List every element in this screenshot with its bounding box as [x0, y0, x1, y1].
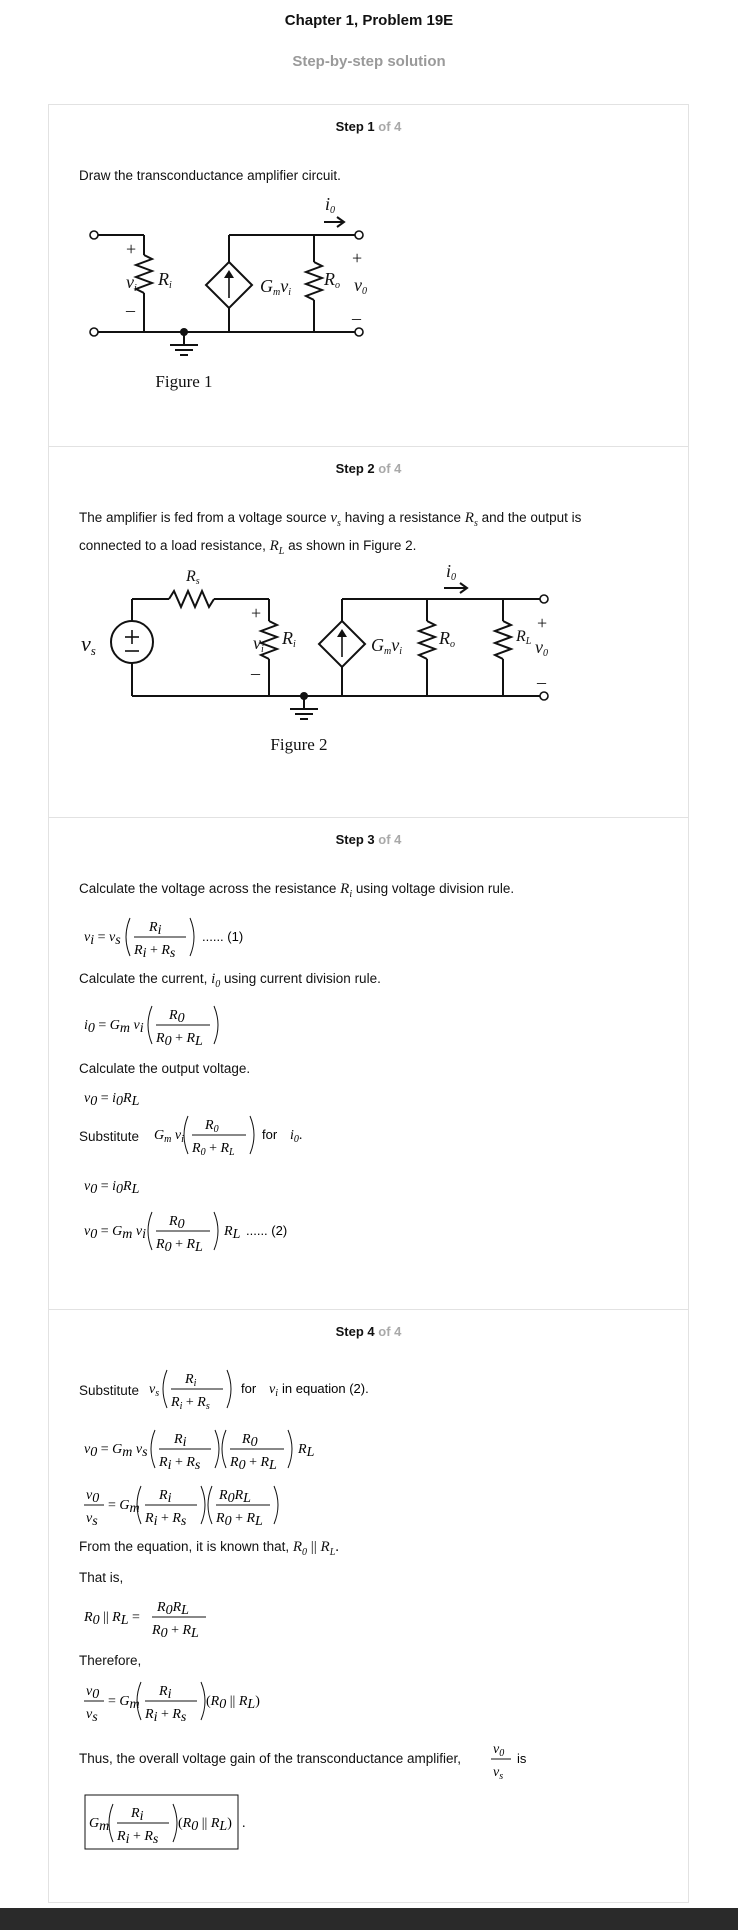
step-4-text-2: From the equation, it is known that, $R_0$ || $R_L$. — [79, 1539, 340, 1558]
step-4-text-5: Thus, the overall voltage gain of the transconductance amplifier, — [79, 1751, 461, 1766]
svg-text:Ri: Ri — [131, 1806, 144, 1824]
step-4-panel — [48, 1310, 689, 1903]
svg-text:R0 + RL: R0 + RL — [152, 1623, 199, 1641]
svg-text:–: – — [537, 672, 546, 692]
svg-text:R0 + RL: R0 + RL — [156, 1031, 203, 1049]
step-3-text-1: Calculate the voltage across the resistance $R_i$ using voltage division rule. — [79, 881, 515, 900]
step-2-panel — [48, 447, 689, 818]
svg-text:vs: vs — [86, 1707, 98, 1725]
svg-text:v0 = i0RL: v0 = i0RL — [84, 1091, 140, 1109]
equation-8 — [84, 1590, 224, 1644]
step-1-heading: Step 1 of 4 — [335, 119, 402, 134]
step-2-heading: Step 2 of 4 — [335, 461, 402, 476]
svg-text:(R0 || RL): (R0 || RL) — [206, 1694, 260, 1712]
figure-1-circuit — [74, 190, 404, 400]
substitute-expression-2 — [149, 1362, 369, 1416]
svg-text:+: + — [251, 603, 262, 623]
step-3-text-3: Calculate the output voltage. — [79, 1061, 251, 1076]
svg-text:Ri: Ri — [159, 1488, 172, 1506]
svg-text:R0: $R_0$ — [205, 1118, 219, 1135]
svg-text:R0RL: R0RL — [219, 1488, 251, 1506]
svg-text:for: for — [262, 1127, 278, 1142]
svg-text:i0.: $i_0$. — [290, 1128, 303, 1145]
svg-text:Ro: Ro — [439, 628, 455, 650]
svg-text:Rs: Rs — [186, 568, 200, 587]
svg-text:Ri: Ri — [159, 1684, 172, 1702]
equation-4 — [84, 1170, 184, 1198]
svg-text:R0 + RL: R0 + RL — [156, 1237, 203, 1255]
svg-text:R0: R0 — [169, 1214, 185, 1232]
svg-text:v0: $v_0$ — [493, 1742, 505, 1759]
svg-text:= Gm: = Gm — [108, 1498, 140, 1516]
svg-text:Ri + Rs: Ri + Rs — [145, 1511, 187, 1529]
svg-text:...... (2): ...... (2) — [246, 1223, 288, 1238]
svg-text:i0: i0 — [446, 561, 457, 583]
step-3-text-2: Calculate the current, $i_0$ using current division rule. — [79, 971, 381, 990]
svg-text:i0 = Gm vi: i0 = Gm vi — [84, 1018, 144, 1036]
svg-text:.: . — [242, 1816, 246, 1831]
step-1-text: Draw the transconductance amplifier circuit. — [79, 168, 341, 183]
svg-text:Ri: Ri — [282, 628, 296, 650]
svg-text:Ri + Rs: Ri + Rs — [145, 1707, 187, 1725]
svg-text:Gm vi: $G_m$ $v_i$ — [154, 1128, 184, 1145]
svg-text:Ri: $R_i$ — [185, 1372, 197, 1389]
step-4-text-3: That is, — [79, 1570, 124, 1585]
footer-bar — [0, 1908, 738, 1930]
gain-fraction — [489, 1735, 549, 1783]
equation-7 — [84, 1478, 314, 1532]
svg-text:+: + — [537, 613, 548, 633]
page-subtitle: Step-by-step solution — [292, 53, 446, 70]
svg-text:vi: $v_i$ — [269, 1382, 278, 1399]
figure-2-circuit — [79, 559, 619, 769]
svg-text:v0: v0 — [86, 1684, 100, 1702]
svg-text:vs: vs — [86, 1511, 98, 1529]
equation-6 — [84, 1422, 344, 1476]
svg-text:RL: RL — [298, 1442, 315, 1460]
svg-text:vi = vs: vi = vs — [84, 930, 121, 948]
equation-2 — [84, 998, 284, 1052]
final-answer-box — [84, 1794, 284, 1852]
svg-text:vi: vi — [126, 272, 137, 294]
substitute-expression-1 — [154, 1108, 329, 1162]
svg-text:vs: $v_s$ — [149, 1382, 160, 1399]
svg-text:Ri + Rs: Ri + Rs — [159, 1455, 201, 1473]
svg-text:Ri: Ri — [158, 269, 172, 291]
svg-text:R0RL: R0RL — [157, 1600, 189, 1618]
svg-text:R0 + RL: R0 + RL — [216, 1511, 263, 1529]
svg-text:vs: $v_s$ — [493, 1765, 504, 1782]
svg-text:(R0 || RL): (R0 || RL) — [178, 1816, 232, 1834]
svg-text:Ri + Rs: $R_i + R_s$ — [171, 1395, 210, 1412]
svg-text:RL: RL — [224, 1224, 241, 1242]
svg-text:–: – — [251, 663, 260, 683]
equation-1 — [84, 910, 284, 964]
svg-text:Gmvi: Gmvi — [371, 635, 403, 657]
step-3-panel — [48, 818, 689, 1310]
figure-2-caption: Figure 2 — [270, 735, 328, 754]
step-4-text-1: Substitute — [79, 1383, 140, 1398]
svg-text:vs: vs — [81, 631, 96, 658]
svg-text:R0 + RL: R0 + RL — [230, 1455, 277, 1473]
equation-9 — [84, 1674, 314, 1728]
svg-text:+: + — [126, 239, 137, 259]
svg-text:vi: vi — [253, 633, 264, 655]
svg-text:Ri + Rs: Ri + Rs — [117, 1829, 159, 1847]
step-4-text-4: Therefore, — [79, 1653, 142, 1668]
svg-text:Ri + Rs: Ri + Rs — [134, 943, 176, 961]
svg-text:–: – — [126, 300, 135, 320]
svg-text:–: – — [352, 308, 361, 328]
svg-text:v0: v0 — [86, 1488, 100, 1506]
equation-5 — [84, 1204, 344, 1258]
step-3-heading: Step 3 of 4 — [335, 832, 402, 847]
svg-text:R0: R0 — [242, 1432, 258, 1450]
step-1-panel — [48, 104, 689, 447]
svg-text:in equation (2).: in equation (2). — [282, 1381, 369, 1396]
svg-text:Gm: Gm — [89, 1816, 110, 1834]
step-4-heading: Step 4 of 4 — [335, 1324, 402, 1339]
svg-text:v0 = Gm vi: v0 = Gm vi — [84, 1224, 146, 1242]
svg-text:v0 = Gm vs: v0 = Gm vs — [84, 1442, 148, 1460]
svg-text:v0 = i0RL: v0 = i0RL — [84, 1179, 140, 1197]
svg-text:is: is — [517, 1751, 527, 1766]
svg-text:v0: v0 — [354, 275, 367, 297]
step-2-text: The amplifier is fed from a voltage source $v_s$ having a resistance $R_s$ and the output is connected to a load resistance, $R_L$ as shown in Figure 2. — [79, 510, 582, 557]
svg-text:+: + — [352, 248, 363, 268]
svg-text:R0: R0 — [169, 1008, 185, 1026]
step-3-text-4: Substitute — [79, 1129, 140, 1144]
page-title: Chapter 1, Problem 19E — [284, 12, 454, 29]
equation-3 — [84, 1082, 184, 1110]
svg-text:...... (1): ...... (1) — [202, 929, 244, 944]
svg-text:for: for — [241, 1381, 257, 1396]
svg-text:Ro: Ro — [324, 269, 340, 291]
figure-1-caption: Figure 1 — [155, 372, 213, 391]
svg-text:R0 + RL: $R_0 + R_L$ — [192, 1141, 235, 1158]
svg-text:Ri: Ri — [149, 920, 162, 938]
svg-text:= Gm: = Gm — [108, 1694, 140, 1712]
svg-text:Gmvi: Gmvi — [260, 276, 292, 298]
svg-text:i0: i0 — [325, 194, 336, 216]
svg-text:RL: RL — [516, 628, 532, 647]
svg-text:Ri: Ri — [174, 1432, 187, 1450]
svg-text:v0: v0 — [535, 637, 548, 659]
svg-text:R0 || RL =: R0 || RL = — [84, 1610, 140, 1628]
